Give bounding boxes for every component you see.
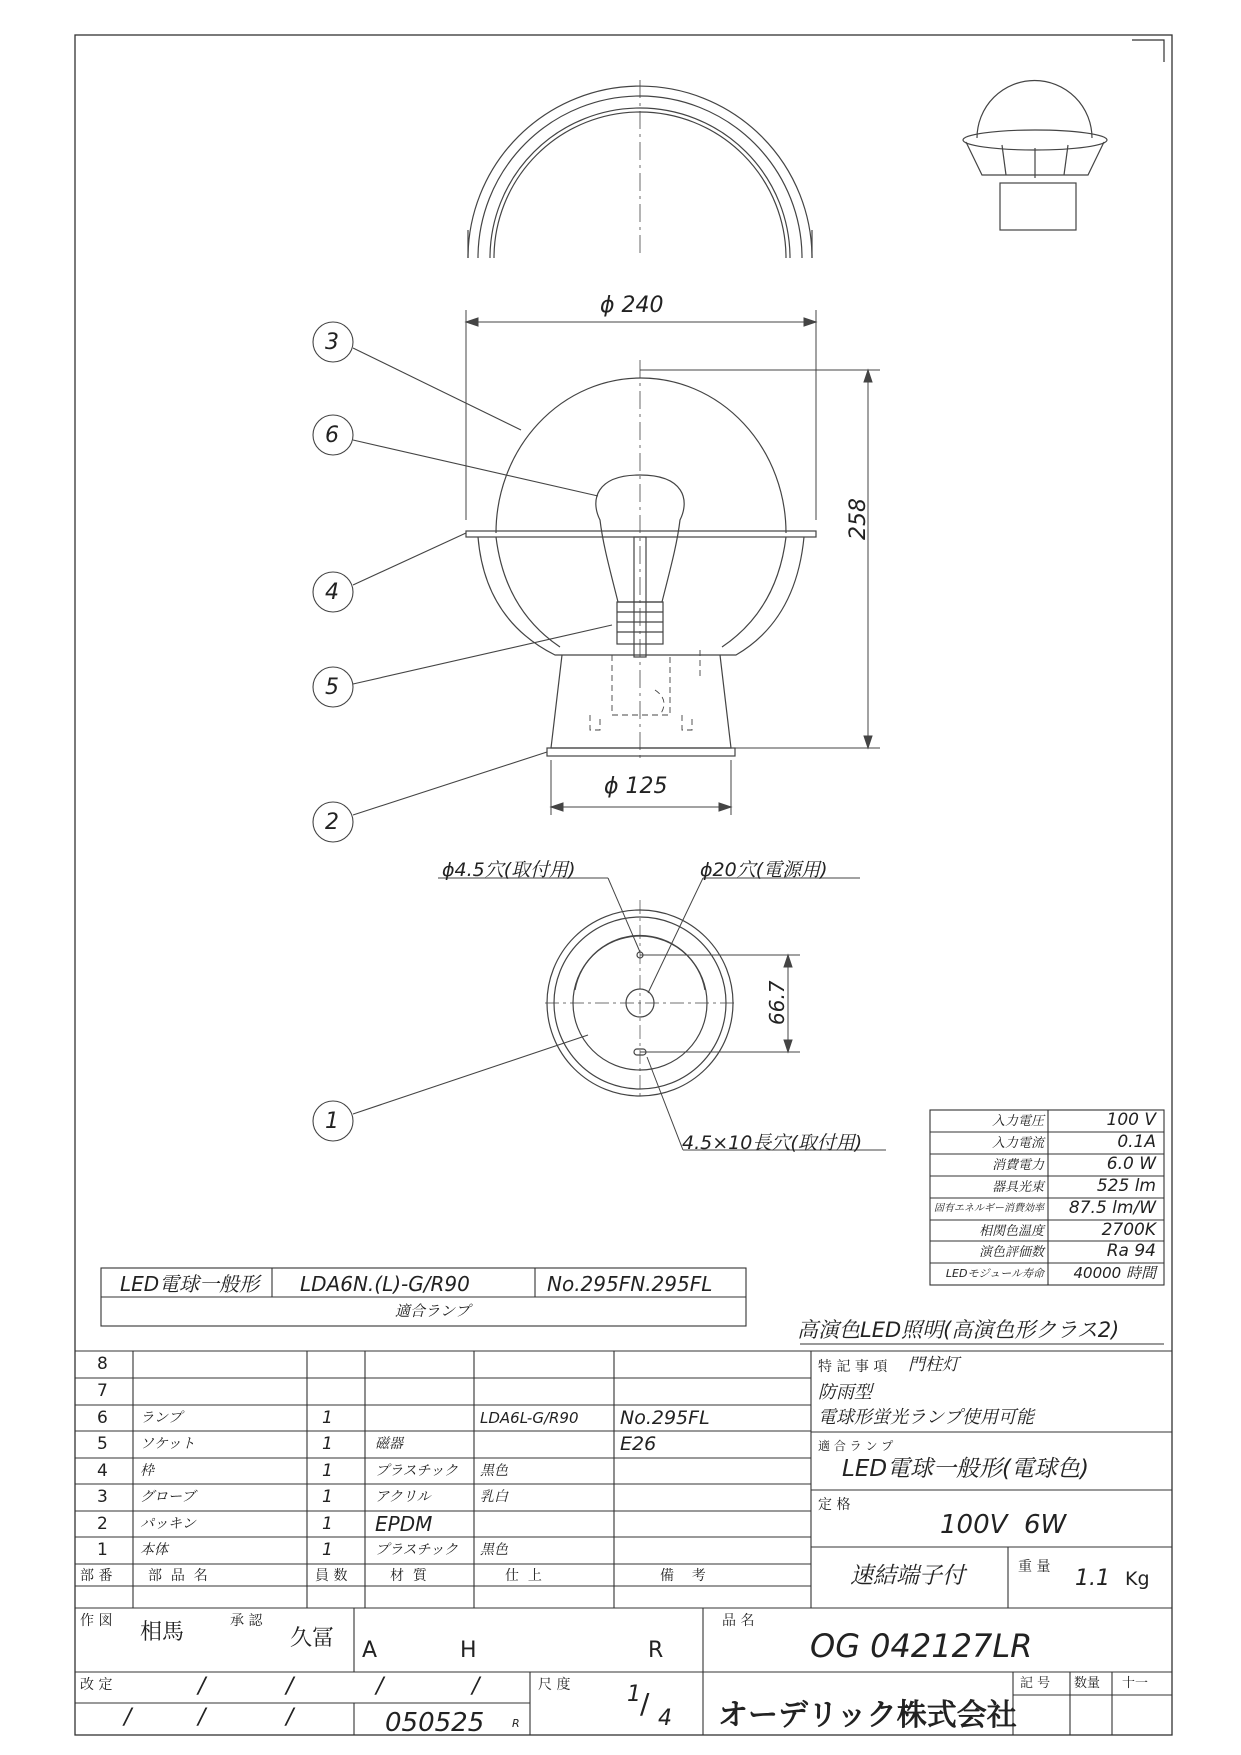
lamp-type: LED電球一般形 bbox=[120, 1272, 260, 1296]
part-qty: 1 bbox=[322, 1461, 333, 1481]
company-name: オーデリック株式会社 bbox=[718, 1698, 1017, 1733]
top-view bbox=[468, 80, 812, 258]
part-name: 枠 bbox=[140, 1463, 154, 1479]
part-material: プラスチック bbox=[375, 1463, 458, 1479]
part-no: 7 bbox=[97, 1381, 108, 1401]
spec-label: 入力電流 bbox=[991, 1136, 1044, 1151]
high-cri-note: 高演色LED照明(高演色形クラス2) bbox=[797, 1318, 1120, 1342]
callout-1: 1 bbox=[325, 1109, 339, 1134]
part-no: 8 bbox=[97, 1354, 108, 1374]
spec-value: 100 V bbox=[1106, 1110, 1156, 1130]
lamp-value: LED電球一般形(電球色) bbox=[842, 1456, 1090, 1482]
terminal-note: 速結端子付 bbox=[850, 1563, 965, 1589]
part-no: 2 bbox=[97, 1514, 108, 1534]
part-finish: 黒色 bbox=[480, 1463, 508, 1479]
part-name: 本体 bbox=[140, 1542, 168, 1558]
slash: / bbox=[472, 1674, 480, 1699]
callout-5: 5 bbox=[325, 675, 339, 700]
spec-label: 器具光束 bbox=[991, 1180, 1044, 1195]
spec-label: 入力電圧 bbox=[991, 1114, 1044, 1129]
header-qty: 員 数 bbox=[315, 1568, 348, 1584]
revision-label: 改 定 bbox=[80, 1677, 113, 1693]
part-qty: 1 bbox=[322, 1487, 333, 1507]
approved-by: 久冨 bbox=[290, 1626, 335, 1651]
part-finish: 乳白 bbox=[480, 1489, 508, 1505]
dim-top-diameter: ϕ 240 bbox=[600, 293, 664, 318]
part-remarks: E26 bbox=[620, 1433, 657, 1455]
spec-value: 0.1A bbox=[1117, 1132, 1156, 1152]
slash: / bbox=[376, 1674, 384, 1699]
scale-denominator: 4 bbox=[658, 1706, 672, 1731]
spec-value: 87.5 lm/W bbox=[1068, 1198, 1156, 1218]
part-no: 4 bbox=[97, 1461, 108, 1481]
callout-3: 3 bbox=[325, 330, 339, 355]
special-label: 特 記 事 項 bbox=[818, 1359, 888, 1375]
slash: / bbox=[286, 1705, 294, 1730]
rev-h: H bbox=[460, 1638, 477, 1663]
date-suffix: R bbox=[512, 1717, 520, 1730]
part-no: 6 bbox=[97, 1408, 108, 1428]
part-no: 3 bbox=[97, 1487, 108, 1507]
lamp-number: No.295FN.295FL bbox=[547, 1272, 713, 1296]
rev-a: A bbox=[362, 1638, 378, 1663]
header-remarks: 備 考 bbox=[660, 1568, 706, 1584]
spec-value: 6.0 W bbox=[1106, 1154, 1156, 1174]
scale-label: 尺 度 bbox=[538, 1677, 571, 1693]
slot-mount-label: 4.5×10長穴(取付用) bbox=[682, 1132, 863, 1154]
spec-value: 525 lm bbox=[1096, 1176, 1156, 1196]
product-thumbnail bbox=[963, 81, 1107, 231]
symbol-label: 記 号 bbox=[1020, 1676, 1051, 1691]
part-finish: 黒色 bbox=[480, 1542, 508, 1558]
part-no: 5 bbox=[97, 1434, 108, 1454]
qty-label: 数量 bbox=[1074, 1676, 1101, 1691]
part-remarks: No.295FL bbox=[620, 1407, 710, 1429]
spec-value: Ra 94 bbox=[1106, 1241, 1156, 1261]
header-no: 部 番 bbox=[80, 1568, 113, 1584]
part-material: EPDM bbox=[375, 1512, 433, 1536]
product-label: 品 名 bbox=[722, 1613, 755, 1629]
approved-label: 承 認 bbox=[230, 1613, 263, 1629]
spec-label: LEDモジュール寿命 bbox=[945, 1267, 1044, 1280]
rating-label: 定 格 bbox=[818, 1497, 851, 1513]
spec-label: 演色評価数 bbox=[978, 1245, 1044, 1260]
lamp-caption: 適合ランプ bbox=[395, 1302, 471, 1320]
callout-4: 4 bbox=[325, 580, 339, 605]
part-qty: 1 bbox=[322, 1540, 333, 1560]
spec-label: 消費電力 bbox=[991, 1158, 1044, 1173]
dim-height: 258 bbox=[846, 498, 871, 540]
rev-r: R bbox=[648, 1638, 664, 1663]
callout-2: 2 bbox=[325, 810, 339, 835]
spec-value: 40000 時間 bbox=[1073, 1264, 1156, 1282]
lamp-label: 適 合 ラ ン プ bbox=[818, 1439, 894, 1453]
part-material: プラスチック bbox=[375, 1542, 458, 1558]
scale-numerator: 1 bbox=[627, 1682, 641, 1707]
spec-label: 固有エネルギー消費効率 bbox=[934, 1203, 1044, 1214]
header-name: 部 品 名 bbox=[148, 1568, 208, 1584]
part-qty: 1 bbox=[322, 1514, 333, 1534]
weight-value: 1.1 bbox=[1075, 1566, 1110, 1591]
side-view bbox=[466, 360, 816, 760]
date: 050525 bbox=[385, 1708, 485, 1738]
part-name: ランプ bbox=[140, 1410, 182, 1426]
part-name: パッキン bbox=[140, 1516, 196, 1532]
bottom-view bbox=[545, 900, 735, 1100]
spec-label: 相関色温度 bbox=[978, 1224, 1044, 1239]
header-material: 材 質 bbox=[390, 1568, 427, 1584]
notes-line1: 防雨型 bbox=[818, 1382, 872, 1403]
rating-value: 100V 6W bbox=[940, 1510, 1067, 1540]
jis-mark: 十一 bbox=[1122, 1676, 1149, 1691]
weight-unit: Kg bbox=[1125, 1568, 1150, 1590]
dimension-lines bbox=[466, 310, 880, 815]
part-no: 1 bbox=[97, 1540, 108, 1560]
part-material: アクリル bbox=[375, 1489, 431, 1505]
dim-bottom-diameter: ϕ 125 bbox=[604, 774, 668, 799]
hole-mount-label: ϕ4.5穴(取付用) bbox=[442, 859, 576, 881]
header-finish: 仕 上 bbox=[505, 1568, 542, 1584]
slash: / bbox=[198, 1705, 206, 1730]
lamp-model: LDA6N.(L)-G/R90 bbox=[300, 1272, 470, 1296]
drawn-by: 相馬 bbox=[140, 1620, 185, 1645]
corner-mark bbox=[1132, 40, 1164, 62]
part-name: ソケット bbox=[140, 1436, 196, 1452]
slash: / bbox=[198, 1674, 206, 1699]
slash: / bbox=[124, 1705, 132, 1730]
product-code: OG 042127LR bbox=[810, 1627, 1033, 1665]
slash: / bbox=[286, 1674, 294, 1699]
notes-line2: 電球形蛍光ランプ使用可能 bbox=[818, 1407, 1034, 1428]
part-qty: 1 bbox=[322, 1408, 333, 1428]
special-value: 門柱灯 bbox=[908, 1355, 959, 1375]
weight-label: 重 量 bbox=[1018, 1559, 1051, 1575]
hole-power-label: ϕ20穴(電源用) bbox=[700, 859, 828, 881]
spec-value: 2700K bbox=[1101, 1220, 1156, 1240]
part-name: グローブ bbox=[140, 1489, 196, 1505]
callouts bbox=[313, 322, 612, 1141]
bottom-dims bbox=[438, 878, 886, 1150]
callout-6: 6 bbox=[325, 423, 339, 448]
drawn-label: 作 図 bbox=[80, 1613, 113, 1629]
part-material: 磁器 bbox=[375, 1436, 403, 1452]
part-finish: LDA6L-G/R90 bbox=[480, 1409, 579, 1427]
scale-slash: / bbox=[640, 1687, 650, 1720]
part-qty: 1 bbox=[322, 1434, 333, 1454]
dim-bolt-spacing: 66.7 bbox=[765, 980, 789, 1025]
